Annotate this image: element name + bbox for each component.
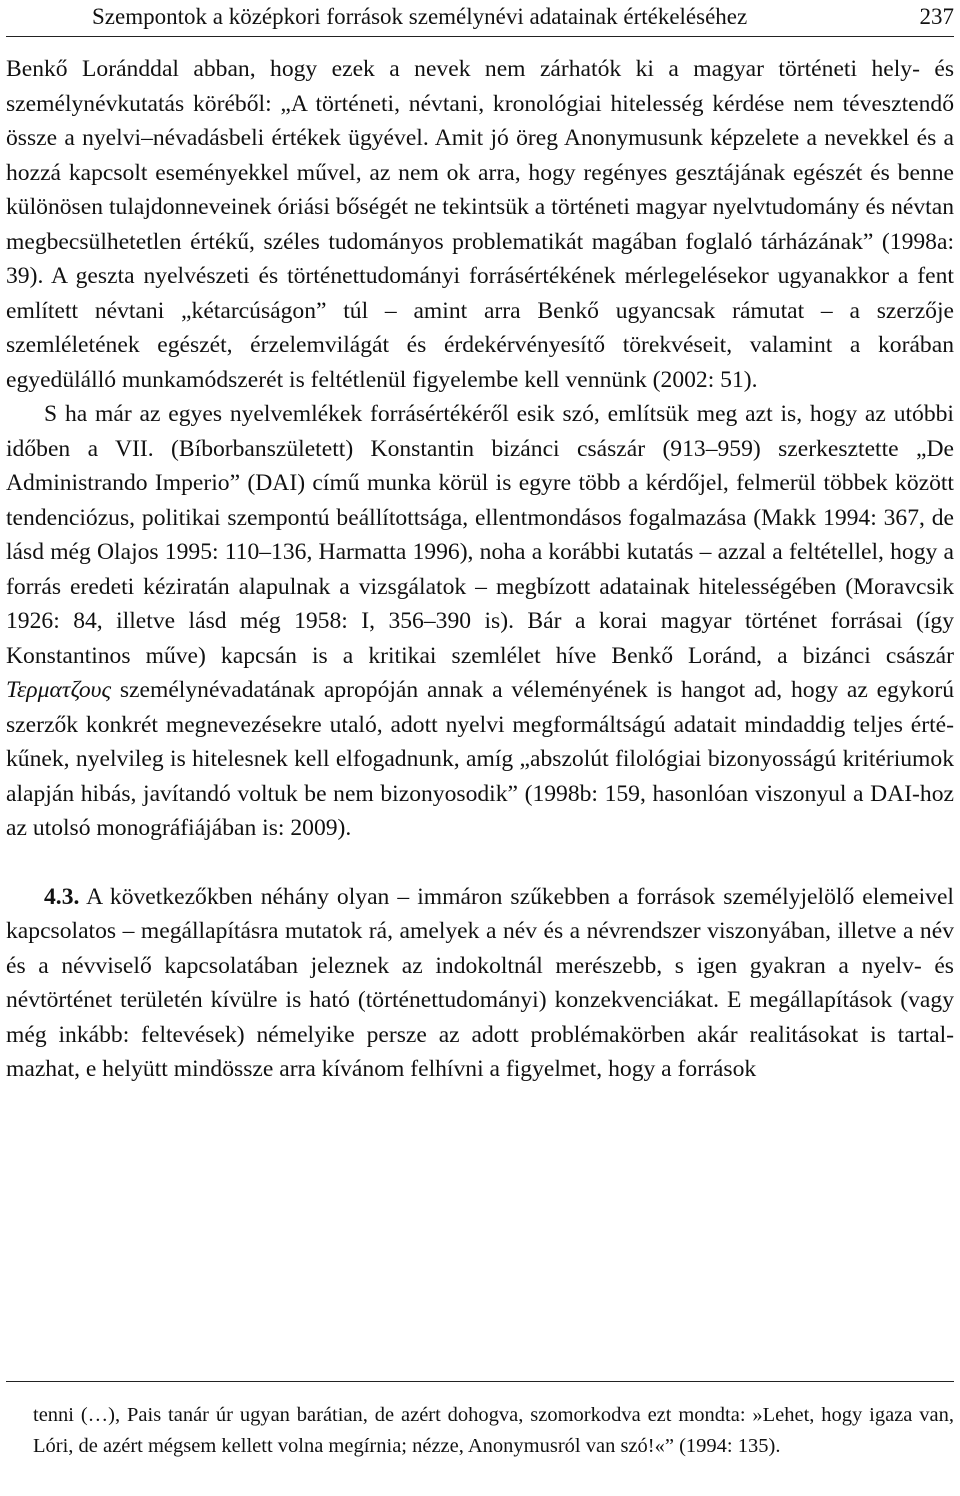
- section-number: 4.3.: [44, 883, 80, 910]
- paragraph-2: [6, 397, 954, 846]
- footnote-text: tenni (…), Pais tanár úr ugyan barátian, de azért dohogva, szomorkodva ezt mondta: »Lehet, hogy igaza van, Lóri, de azért mégsem kellett volna megírnia; nézze, Anonymusról van szó!«” (1994: 135).: [33, 1404, 954, 1457]
- footnote: [33, 1400, 954, 1462]
- paragraph-2-end: személynévadatának apropóján annak a véleményének is hangot ad, hogy az egykorú szerzők konkrét megnevezésekre utaló, adott nyelvi megformáltságú adatait mindaddig teljes értékűnek, nyelvileg is hitelesnek kell elfogadnunk, amíg „abszolút filológiai bizonyosságú kritériumok alapján hibás, javítandó voltuk be nem bizonyosodik” (1998b: 159, hasonlóan viszonyul a DAI-hoz az utolsó monográfiájában is: 2009).: [6, 677, 954, 841]
- paragraph-3-text: A következőkben néhány olyan – immáron szűkebben a források személyjelölő elemeivel kapcsolatos – megállapításra mutatok rá, amelyek a név és a névrendszer viszonyában, illetve a név és a névviselő kapcsolatában jeleznek az indokoltnál merészebb, s igen gyakran a nyelv- és névtörténet területén kívülre is ható (történettudományi) konzekvenciákat. E megállapítások (vagy még inkább: feltevések) némelyike persze az adott problémakörben akár realitásokat is tartalmazhat, e helyütt mindössze arra kívánom felhívni a figyelmet, hogy a források: [6, 883, 954, 1082]
- paragraph-3: [6, 880, 954, 1087]
- footnote-separator: [6, 1381, 954, 1382]
- greek-name: Τερματζους: [6, 677, 112, 703]
- paragraph-1: Benkő Loránddal abban, hogy ezek a nevek nem zárhatók ki a magyar történeti hely- és személynévkutatás köréből: „A történeti, névtani, kronológiai hitelesség kérdése nem tévesztendő össze a nyelvi–névadásbeli értékek ügyével. Amit jó öreg Anonymusunk képzelete a nevekkel és a hozzá kapcsolt eseményekkel művel, az nem ok arra, hogy regényes gesztájának egészét és benne különösen tulajdonneveinek óriási bőségét ne tekintsük a történeti magyar nyelvtudomány és névtan megbecsülhetetlen értékű, széles tudományos problematikát magában foglaló tárházának” (1998a: 39). A geszta nyelvészeti és történettudományi forrásértékének mérlegelésekor ugyanakkor a fent említett névtani „kétarcúságon” túl – amint arra Benkő ugyancsak rámutat – a szerzője szemléletének egészét, érzelemvilágát és érdekérvényesítő törekvéseit, valamint a korában egyedülálló munkamódszerét is feltétlenül figyelembe kell vennünk (2002: 51).: [6, 56, 954, 393]
- page-number: 237: [919, 4, 954, 29]
- body-text: [6, 52, 954, 1087]
- running-title: Szempontok a középkori források személynévi adatainak értékeléséhez: [92, 4, 748, 29]
- paragraph-2-start: S ha már az egyes nyelvemlékek forrásértékéről esik szó, említsük meg azt is, hogy az utóbbi időben a VII. (Bíborbanszületett) Konstantin bizánci császár (913–959) szerkesztette „De Administrando Imperio” (DAI) című munka körül is egyre több a kérdőjel, felmerül többek között tendenciózus, politikai szempontú beállítottsága, ellentmondásos fogalmazása (Makk 1994: 367, de lásd még Olajos 1995: 110–136, Harmatta 1996), noha a korábbi kutatás – azzal a feltétellel, hogy a forrás eredeti kéziratán alapulnak a vizsgálatok – megbízott adatainak hitelességében (Moravcsik 1926: 84, illetve lásd még 1958: I, 356–390 is). Bár a korai magyar történet forrásai (így Konstantinos műve) kapcsán is a kritikai szemlélet híve Benkő Loránd, a bizánci császár: [6, 401, 954, 669]
- running-header: [6, 0, 954, 37]
